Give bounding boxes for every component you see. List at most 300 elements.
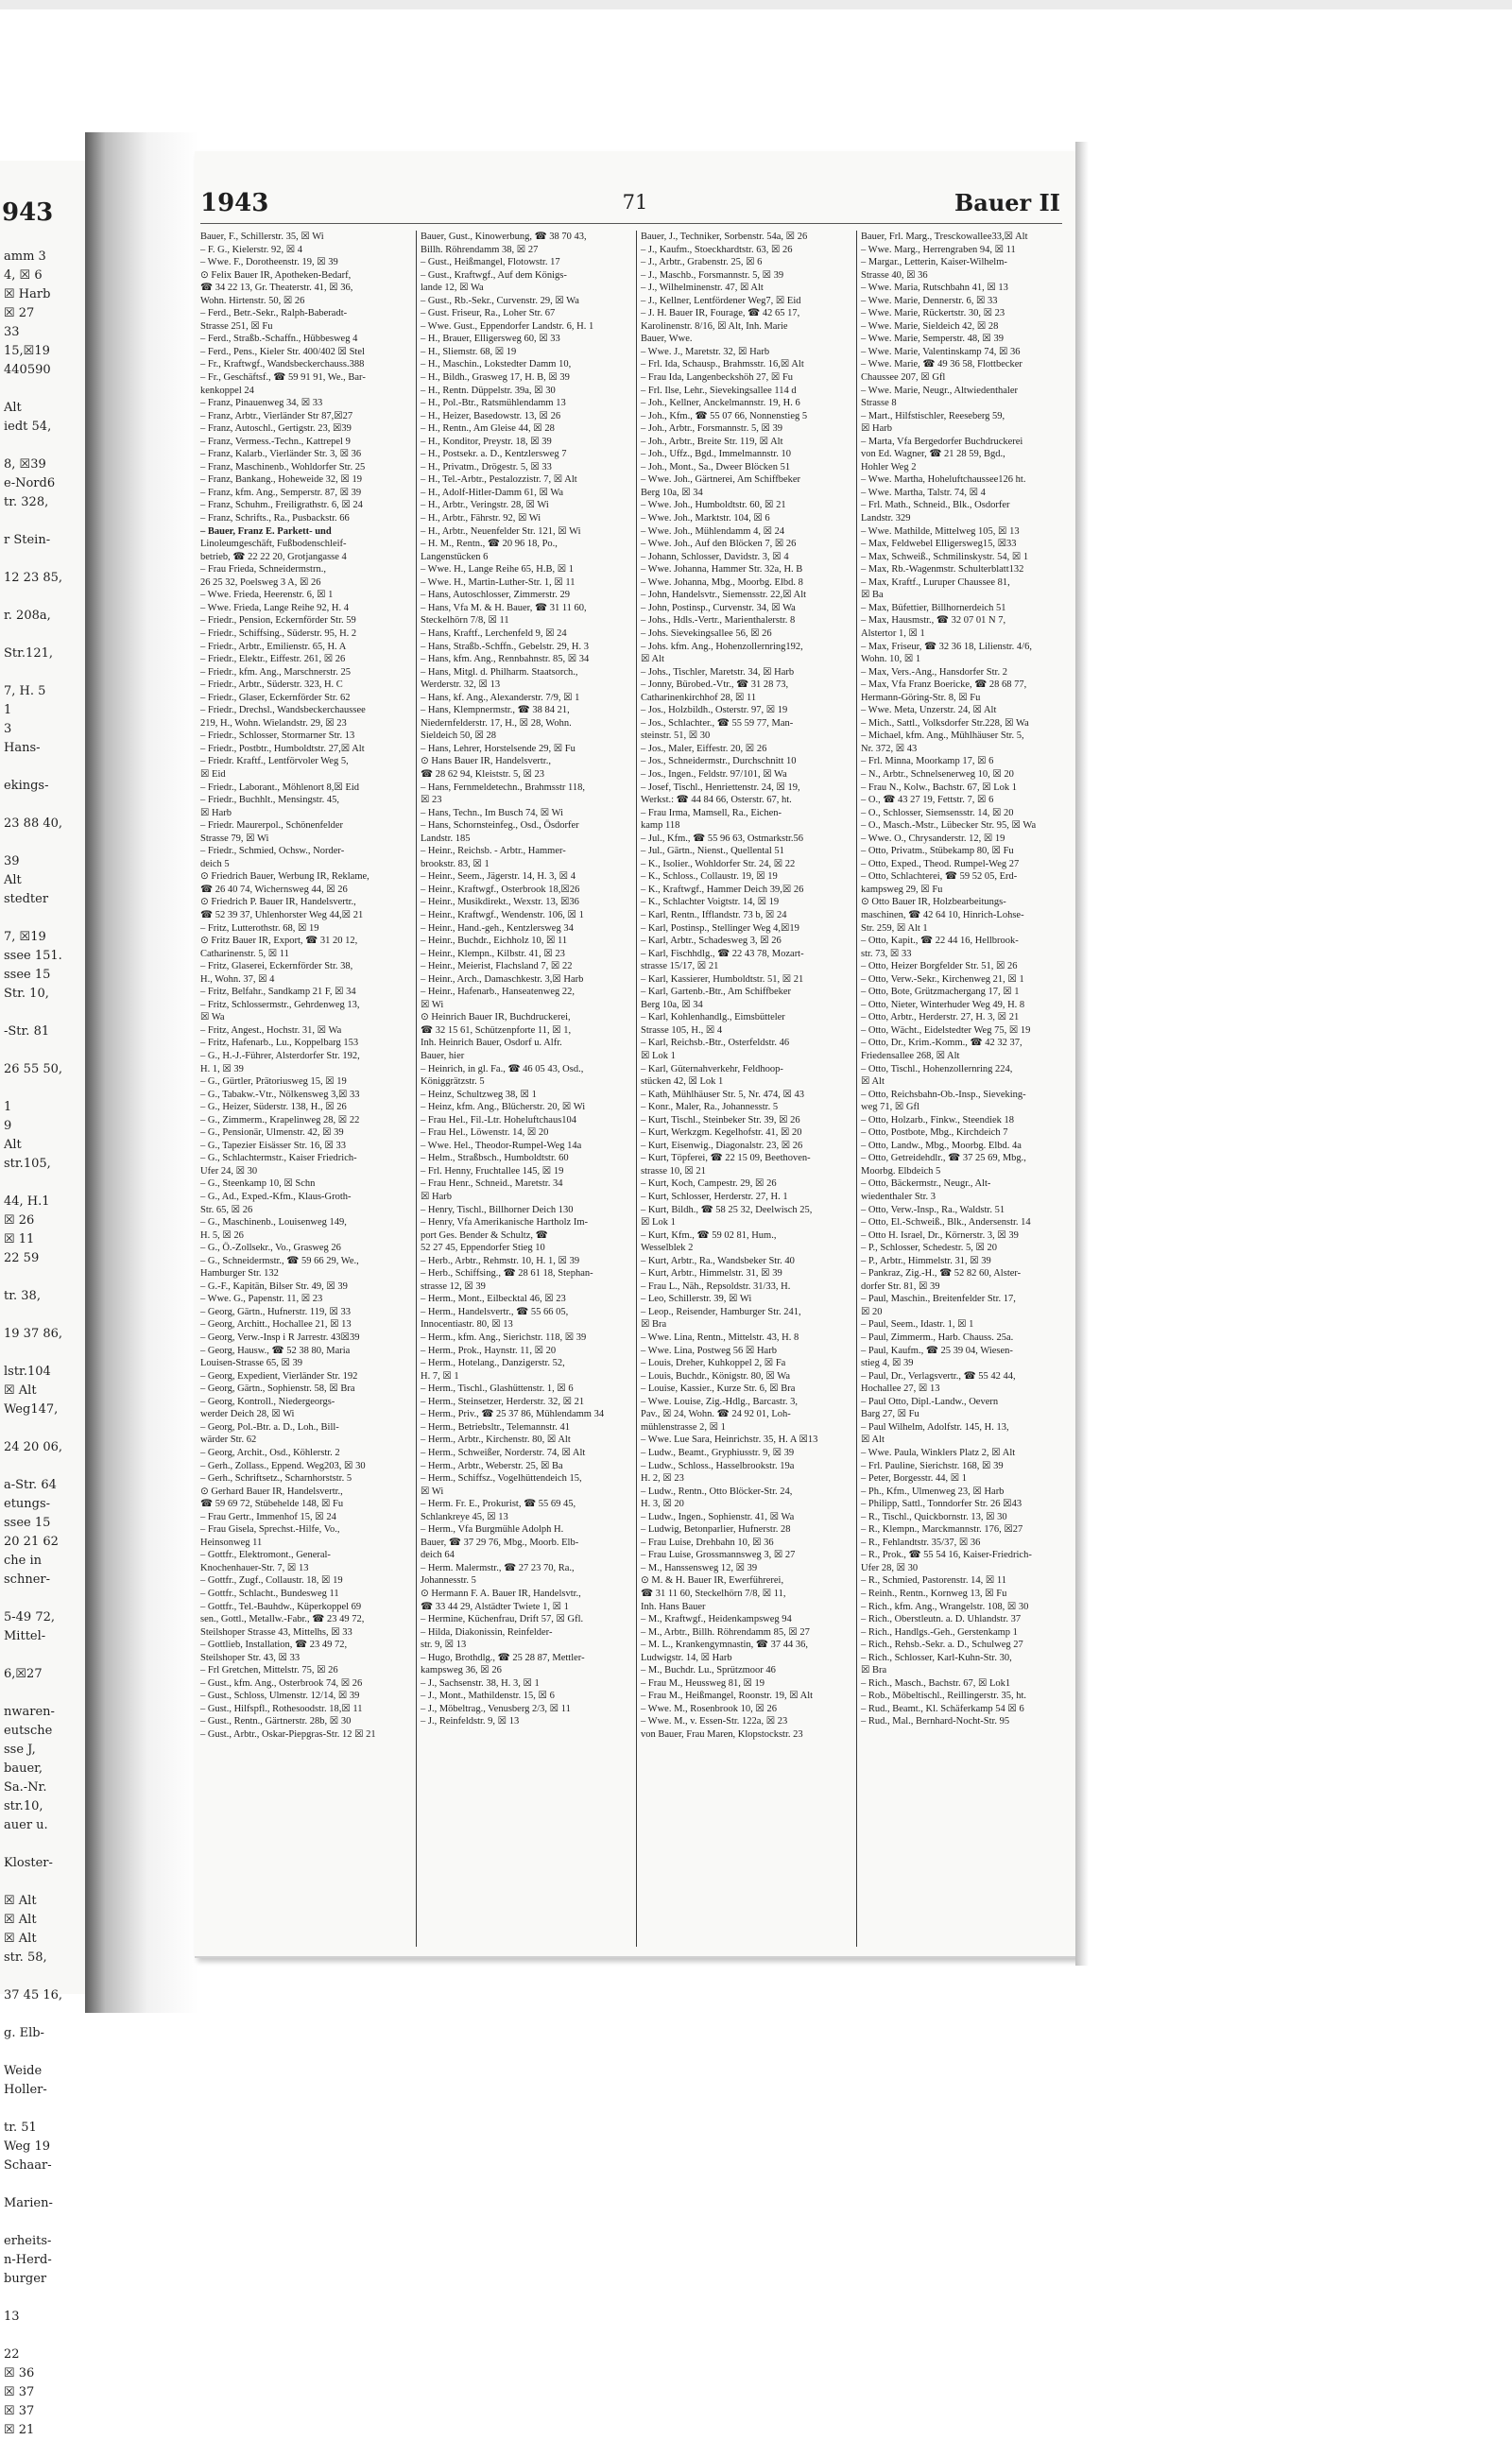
directory-entry-line: – Fritz, Belfahr., Sandkamp 21 F, ☒ 34 [200,987,356,998]
previous-page-line: ☒ 36 [4,2366,35,2380]
directory-entry-line: ☒ Alt [641,654,664,665]
directory-entry-line: – J., Maschb., Forsmannstr. 5, ☒ 39 [641,269,784,281]
directory-entry-line: – Karl, Arbtr., Schadesweg 3, ☒ 26 [641,936,782,947]
directory-entry-line: – Friedr., Arbtr., Emilienstr. 65, H. A [200,641,347,652]
directory-entry-line: – Louis, Dreher, Kuhkoppel 2, ☒ Fa [641,1358,786,1369]
directory-entry-line: H. 2, ☒ 23 [641,1473,684,1485]
directory-entry-line: – Herm., Betriebsltr., Telemannstr. 41 [421,1421,571,1433]
directory-entry-line: – Wwe. O., Chrysanderstr. 12, ☒ 19 [861,833,1005,844]
directory-entry-line: – Joh., Arbtr., Forsmannstr. 5, ☒ 39 [641,423,783,435]
directory-entry-line: – Rich., kfm. Ang., Wrangelstr. 108, ☒ 30 [861,1601,1029,1612]
directory-entry-line: – K., Isolier., Wohldorfer Str. 24, ☒ 22 [641,858,796,869]
directory-entry-line: – Wwe. Joh., Humboldtstr. 60, ☒ 21 [641,500,786,511]
directory-entry-line: ☒ Alt [861,1076,885,1088]
directory-entry-line: – Jos., Ingen., Feldstr. 97/101, ☒ Wa [641,768,787,780]
directory-entry-line: – J., Kaufm., Stoeckhardtstr. 63, ☒ 26 [641,244,793,255]
directory-entry-line: – Gust., Kraftwgf., Auf dem Königs- [421,269,567,281]
previous-page-line: r. 208a, [4,609,51,623]
directory-entry-line: – Herm. Fr. E., Prokurist, ☎ 55 69 45, [421,1499,576,1510]
previous-page-line: Str. 10, [4,987,49,1001]
running-head: Bauer II [954,189,1060,216]
directory-entry-line: – Otto, Kapit., ☎ 22 44 16, Hellbrook- [861,936,1019,947]
directory-entry-line: Hohler Weg 2 [861,461,917,473]
directory-entry-line: – Friedr. Kraftf., Lentförvoler Weg 5, [200,756,349,767]
previous-page-line [4,1684,83,1703]
directory-entry-line: – Paul Wilhelm, Adolfstr. 145, H. 13, [861,1421,1009,1433]
directory-entry-line: – Ludwig, Betonparlier, Hufnerstr. 28 [641,1524,791,1536]
directory-entry-line: – Otto, Exped., Theod. Rumpel-Weg 27 [861,858,1020,869]
previous-page-line [4,1835,83,1854]
directory-entry-line: – G., H.-J.-Führer, Alsterdorfer Str. 192, [200,1051,360,1061]
directory-entry-line: Bauer, hier [421,1051,465,1061]
directory-entry-line: ☎ 31 11 60, Steckelhörn 7/8, ☒ 11, [641,1588,786,1599]
directory-column-3 [641,231,850,1742]
previous-page-line [4,909,83,928]
previous-page-line: str.105, [4,1157,51,1171]
directory-entry-line: – Kurt, Werkzgm. Kegelhofstr. 41, ☒ 20 [641,1127,802,1139]
directory-entry-line: Friedensallee 268, ☒ Alt [861,1051,960,1061]
directory-entry-line: – Otto, Verw.-Sekr., Kirchenweg 21, ☒ 1 [861,973,1024,985]
directory-entry-line: ☒ Harb [200,807,232,818]
directory-entry-line: weg 71, ☒ Gfl [861,1102,919,1113]
directory-entry-line: Niedernfelderstr. 17, H., ☒ 28, Wohn. [421,717,572,729]
directory-entry-line: – G., Schlachtermstr., Kaiser Friedrich- [200,1153,357,1164]
directory-entry-line: – Hans, kf. Ang., Alexanderstr. 7/9, ☒ 1 [421,692,580,703]
directory-entry-line: – Friedr., Postbtr., Humboldtstr. 27,☒ Alt [200,743,365,754]
directory-entry-line: – Frau Luise, Drehbahn 10, ☒ 36 [641,1537,774,1548]
directory-entry-line: – Otto, Landw., Mbg., Moorbg. Elbd. 4a [861,1140,1022,1151]
directory-entry-line: Chaussee 207, ☒ Gfl [861,372,946,384]
previous-page-line: 39 [4,854,20,868]
directory-entry-line: – Frl Gretchen, Mittelstr. 75, ☒ 26 [200,1665,338,1676]
previous-page-line [4,2100,83,2119]
directory-entry-line: Barg 27, ☒ Fu [861,1409,919,1420]
directory-entry-line: – Heinz, kfm. Ang., Blücherstr. 20, ☒ Wi [421,1102,586,1113]
directory-entry-line: – Max, Kraftf., Luruper Chaussee 81, [861,576,1010,588]
previous-page-line: lstr.104 [4,1365,51,1379]
directory-entry-line: – G., Tapezier Eisässer Str. 16, ☒ 33 [200,1140,346,1151]
directory-entry-line: Bauer, Gust., Kinowerbung, ☎ 38 70 43, [421,232,587,242]
directory-entry-line: – Max, Friseur, ☎ 32 36 18, Lilienstr. 4/6, [861,641,1032,652]
directory-entry-line: – Friedr., Schmied, Ochsw., Norder- [200,846,345,857]
directory-entry-line: – Pankraz, Zig.-H., ☎ 52 82 60, Alster- [861,1268,1022,1280]
directory-entry-line: – Louise, Kassier., Kurze Str. 6, ☒ Bra [641,1383,796,1395]
previous-page-line [4,1457,83,1476]
directory-entry-line: – Bauer, Franz E. Parkett- und [200,525,332,537]
directory-entry-line: – Max, Vfa Franz Boericke, ☎ 28 68 77, [861,679,1027,691]
directory-entry-line: – Karl, Kohlenhandlg., Eimsbütteler [641,1012,785,1023]
directory-entry-line: port Ges. Bender & Schultz, ☎ [421,1229,548,1241]
previous-page-line: str.10, [4,1799,43,1813]
directory-entry-line: ☎ 34 22 13, Gr. Theaterstr. 41, ☒ 36, [200,283,353,294]
directory-entry-line: – G., Tabakw.-Vtr., Nölkensweg 3,☒ 33 [200,1089,360,1100]
directory-entry-line: – Joh., Mont., Sa., Dweer Blöcken 51 [641,461,791,473]
directory-entry-line: – Ludw., Ingen., Sophienstr. 41, ☒ Wa [641,1511,795,1522]
directory-entry-line: – Karl, Güternahverkehr, Feldhoop- [641,1063,783,1074]
previous-page-line: nwaren- [4,1705,55,1719]
directory-entry-line: Bauer, J., Techniker, Sorbenstr. 54a, ☒ 26 [641,232,808,242]
header-rule [200,223,1062,224]
directory-entry-line: – Gottfr., Tel.-Bauhdw., Küperkoppel 69 [200,1601,362,1612]
directory-entry-line: – Otto, Holzarb., Finkw., Steendiek 18 [861,1114,1015,1125]
previous-page-line: 4, ☒ 6 [4,268,43,283]
directory-entry-line: – Frl. Henny, Fruchtallee 145, ☒ 19 [421,1165,564,1177]
directory-entry-line: – Wwe. Frieda, Lange Reihe 92, H. 4 [200,602,349,613]
previous-page-line [4,833,83,852]
directory-entry-line: – Franz, Pinauenweg 34, ☒ 33 [200,398,323,409]
directory-entry-line: ☒ Wa [200,1012,225,1023]
directory-entry-line: – Georg, Architt., Hochallee 21, ☒ 13 [200,1319,352,1331]
directory-entry-line: – O., ☎ 43 27 19, Fettstr. 7, ☒ 6 [861,795,994,806]
previous-page-line: ☒ Alt [4,1913,37,1927]
previous-page-line: tr. 51 [4,2121,37,2135]
directory-entry-line: – Otto, Schlachterei, ☎ 59 52 05, Erd- [861,871,1018,883]
directory-entry-line: ⊙ Heinrich Bauer IR, Buchdruckerei, [421,1012,571,1023]
directory-entry-line: – R., Tischl., Quickbornstr. 13, ☒ 30 [861,1511,1007,1522]
directory-entry-line: Berg 10a, ☒ 34 [641,487,703,498]
directory-entry-line: – Herm., Arbtr., Kirchenstr. 80, ☒ Alt [421,1435,571,1446]
directory-entry-line: Ludwigstr. 14, ☒ Harb [641,1652,732,1663]
directory-entry-line: – Hans, Vfa M. & H. Bauer, ☎ 31 11 60, [421,602,587,613]
directory-entry-line: – Otto, Bote, Grützmachergang 17, ☒ 1 [861,987,1020,998]
previous-page-line: ssee 15 [4,968,51,982]
directory-entry-line: Billh. Röhrendamm 38, ☒ 27 [421,244,539,255]
directory-entry-line: – Friedr., Arbtr., Süderstr. 323, H. C [200,679,343,691]
directory-entry-line: H. 1, ☒ 39 [200,1063,244,1074]
directory-entry-line: Innocentiastr. 80, ☒ 13 [421,1319,513,1331]
directory-entry-line: – O., Masch.-Mstr., Lübecker Str. 95, ☒ Wa [861,820,1037,832]
directory-entry-line: – K., Kraftwgf., Hammer Deich 39,☒ 26 [641,884,804,895]
directory-entry-line: brookstr. 83, ☒ 1 [421,858,490,869]
previous-page-line: Kloster- [4,1856,53,1870]
directory-entry-line: – Gust., Arbtr., Oskar-Piepgras-Str. 12 ☒ 21 [200,1728,376,1740]
previous-page-line [4,2327,83,2345]
directory-entry-line: – Johs. Sievekingsallee 56, ☒ 26 [641,627,772,639]
previous-page-line: 1 [4,1100,12,1114]
directory-entry-line: – Georg, Archit., Osd., Köhlerstr. 2 [200,1447,340,1458]
directory-entry-line: – M., Arbtr., Billh. Röhrendamm 85, ☒ 27 [641,1626,810,1638]
directory-entry-line: – Hans, Autoschlosser, Zimmerstr. 29 [421,590,570,601]
directory-entry-line: – Herm., kfm. Ang., Sierichstr. 118, ☒ 39 [421,1332,587,1344]
directory-entry-line: – G., Pensionär, Ulmenstr. 42, ☒ 39 [200,1127,344,1139]
directory-entry-line: – R., Schmied, Pastorenstr. 14, ☒ 11 [861,1575,1006,1587]
directory-entry-line: – Hans, Techn., Im Busch 74, ☒ Wi [421,807,564,818]
directory-entry-line: – Joh., Kfm., ☎ 55 07 66, Nonnenstieg 5 [641,410,808,421]
previous-page-line: 22 59 [4,1251,40,1265]
directory-entry-line: – Paul, Zimmerm., Harb. Chauss. 25a. [861,1332,1014,1344]
previous-page-line: 19 37 86, [4,1327,63,1341]
directory-entry-line: – Hans, Schornsteinfeg., Osd., Ösdorfer [421,820,579,832]
directory-entry-line: – H. M., Rentn., ☎ 20 96 18, Po., [421,539,558,550]
directory-entry-line: ☒ Lok 1 [641,1051,676,1061]
directory-entry-line: – Paul, Maschin., Breitenfelder Str. 17, [861,1294,1016,1305]
directory-entry-line: Strasse 8 [861,398,897,409]
previous-page-line [4,1873,83,1892]
directory-entry-line: ☒ Alt [861,1435,885,1446]
directory-entry-line: – John, Handelsvtr., Siemensstr. 22,☒ Alt [641,590,807,601]
previous-page-line: Marien- [4,2196,53,2210]
directory-entry-line: – H., Arbtr., Veringstr. 28, ☒ Wi [421,500,549,511]
directory-entry-line: – Hans, Mitgl. d. Philharm. Staatsorch., [421,666,578,678]
directory-entry-line: – Frl. Ilse, Lehr., Sievekingsallee 114 d [641,385,797,396]
directory-entry-line: – Fr., Kraftwgf., Wandsbeckerchauss.388 [200,359,365,370]
directory-entry-line: – Herm., Hotelang., Danzigerstr. 52, [421,1358,565,1369]
directory-entry-line: – Herm., Schweißer, Norderstr. 74, ☒ Alt [421,1447,586,1458]
directory-entry-line: Linoleumgeschäft, Fußbodenschleif- [200,539,347,550]
directory-entry-line: – Friedr. Maurerpol., Schönenfelder [200,820,344,832]
directory-entry-line: – Heinr., Kraftwgf., Wendenstr. 106, ☒ 1 [421,909,584,920]
directory-entry-line: – Wwe. Johanna, Hammer Str. 32a, H. B [641,564,803,576]
directory-entry-line: – Frau N., Kolw., Bachstr. 67, ☒ Lok 1 [861,782,1018,793]
directory-entry-line: Landstr. 329 [861,513,911,524]
directory-entry-line: – Hermine, Küchenfrau, Drift 57, ☒ Gfl. [421,1614,584,1625]
previous-page-line: iedt 54, [4,420,52,434]
directory-entry-line: – Wwe. Marie, Rückertstr. 30, ☒ 23 [861,308,1005,319]
directory-entry-line: deich 64 [421,1550,455,1561]
directory-entry-line: – Herm., Priv., ☎ 25 37 86, Mühlendamm 34 [421,1409,605,1420]
previous-page-line: Hans- [4,741,41,755]
directory-entry-line: – Wwe. Joh., Mühlendamm 4, ☒ 24 [641,525,785,537]
directory-entry-line: 52 27 45, Eppendorfer Stieg 10 [421,1243,545,1254]
directory-entry-line: Bauer, ☎ 37 29 76, Mbg., Moorb. Elb- [421,1537,579,1548]
directory-entry-line: – G., Ad., Exped.-Kfm., Klaus-Groth- [200,1192,352,1203]
previous-page-line: bauer, [4,1761,43,1776]
directory-entry-line: – Herm., Steinsetzer, Herderstr. 32, ☒ 21 [421,1396,585,1407]
previous-page-lines [4,248,83,2440]
directory-entry-line: – Frau M., Heussweg 81, ☒ 19 [641,1677,765,1689]
directory-entry-line: Moorbg. Elbdeich 5 [861,1165,941,1177]
directory-entry-line: – Friedr., Laborant., Möhlenort 8,☒ Eid [200,782,360,793]
directory-entry-line: sen., Gottl., Metallw.-Fabr., ☎ 23 49 72, [200,1614,365,1625]
previous-page-line: ☒ Alt [4,1383,37,1398]
directory-entry-line: ☒ Harb [421,1192,453,1203]
directory-entry-line: – Frl. Pauline, Sierichstr. 168, ☒ 39 [861,1460,1004,1471]
directory-entry-line: – Franz, Kalarb., Vierländer Str. 3, ☒ 36 [200,449,362,460]
previous-page-line: e-Nord6 [4,476,56,490]
directory-entry-line: – H., Pol.-Btr., Ratsmühlendamm 13 [421,398,566,409]
directory-entry-line: – Otto, El.-Schweiß., Blk., Andersenstr. 14 [861,1217,1031,1229]
directory-entry-line: – Wwe. Frieda, Heerenstr. 6, ☒ 1 [200,590,334,601]
directory-entry-line: – Paul, Seem., Idastr. 1, ☒ 1 [861,1319,974,1331]
directory-entry-line: – Hans, kfm. Ang., Rennbahnstr. 85, ☒ 34 [421,654,590,665]
directory-entry-line: wärder Str. 62 [200,1435,257,1446]
directory-entry-line: – Franz, Bankang., Hoheweide 32, ☒ 19 [200,474,362,486]
directory-entry-line: – Jos., Maler, Eiffestr. 20, ☒ 26 [641,743,767,754]
directory-entry-line: – Kurt, Arbtr., Himmelstr. 31, ☒ 39 [641,1268,782,1280]
directory-entry-line: kampsweg 36, ☒ 26 [421,1665,502,1676]
directory-entry-line: – Wwe. Gust., Eppendorfer Landstr. 6, H. 1 [421,320,594,332]
directory-entry-line: str. 9, ☒ 13 [421,1640,467,1651]
directory-entry-line: – Friedr., Pension, Eckernförder Str. 59 [200,615,356,627]
directory-entry-line: – Otto, Arbtr., Herderstr. 27, H. 3, ☒ 21 [861,1012,1020,1023]
directory-entry-line: mühlenstrasse 2, ☒ 1 [641,1421,726,1433]
directory-entry-line: – Friedr., kfm. Ang., Marschnerstr. 25 [200,666,351,678]
directory-entry-line: Alstertor 1, ☒ 1 [861,627,925,639]
directory-entry-line: – H., Maschin., Lokstedter Damm 10, [421,359,572,370]
directory-entry-line: ⊙ Felix Bauer IR, Apotheken-Bedarf, [200,269,352,281]
directory-entry-line: – Gottlieb, Installation, ☎ 23 49 72, [200,1640,348,1651]
directory-entry-line: ☒ Bra [641,1319,667,1331]
directory-entry-line: – Fritz, Hafenarb., Lu., Koppelbarg 153 [200,1038,359,1049]
previous-page-line: ssee 15 [4,1516,51,1530]
directory-entry-line: – Frau Gisela, Sprechst.-Hilfe, Vo., [200,1524,340,1536]
directory-entry-line: – Herm. Malermstr., ☎ 27 23 70, Ra., [421,1562,575,1573]
directory-entry-line: – Henry, Tischl., Billhorner Deich 130 [421,1204,574,1215]
directory-entry-line: – H., Konditor, Preystr. 18, ☒ 39 [421,436,552,447]
directory-entry-line: – Heinr., Klempn., Kilbstr. 41, ☒ 23 [421,948,565,959]
directory-entry-line: – Marta, Vfa Bergedorfer Buchdruckerei [861,436,1023,447]
directory-entry-line: Strasse 79, ☒ Wi [200,833,269,844]
directory-entry-line: – J., Arbtr., Grabenstr. 25, ☒ 6 [641,257,763,268]
previous-page-line: 22 [4,2347,20,2362]
directory-entry-line: – Frau M., Heißmangel, Roonstr. 19, ☒ Alt [641,1691,814,1702]
directory-entry-line: ☒ Eid [200,768,226,780]
directory-entry-line: – Rich., Handlgs.-Geh., Gerstenkamp 1 [861,1626,1018,1638]
directory-entry-line: – Frau Frieda, Schneidermstrn., [200,564,326,576]
previous-page-line: 9 [4,1119,12,1133]
directory-entry-line: – Paul Otto, Dipl.-Landw., Oevern [861,1396,999,1407]
directory-entry-line: – Frl. Minna, Moorkamp 17, ☒ 6 [861,756,994,767]
previous-page-line [4,1967,83,1986]
directory-entry-line: – Jos., Holzbildh., Osterstr. 97, ☒ 19 [641,705,788,716]
directory-entry-line: – Wwe. Paula, Winklers Platz 2, ☒ Alt [861,1447,1016,1458]
previous-page-line: ☒ 27 [4,306,35,320]
directory-entry-line: – Wwe. Lina, Postweg 56 ☒ Harb [641,1345,777,1356]
directory-entry-line: – Ludw., Schloss., Hasselbrookstr. 19a [641,1460,795,1471]
directory-entry-line: – Franz, kfm. Ang., Semperstr. 87, ☒ 39 [200,487,362,498]
directory-entry-line: – Fritz, Glaserei, Eckernförder Str. 38, [200,961,353,972]
previous-page-line: ssee 151. [4,949,62,963]
directory-entry-line: Nr. 372, ☒ 43 [861,743,918,754]
directory-entry-line: – Otto, Bäckermstr., Neugr., Alt- [861,1178,991,1190]
directory-entry-line: – Louis, Buchdr., Königstr. 80, ☒ Wa [641,1370,790,1382]
directory-entry-line: – Wwe. Marie, Neugr., Altwiedenthaler [861,385,1019,396]
directory-entry-line: stücken 42, ☒ Lok 1 [641,1076,724,1088]
directory-entry-line: – Rich., Schlosser, Karl-Kuhn-Str. 30, [861,1652,1012,1663]
previous-page-line [4,1041,83,1060]
previous-page-line [4,1174,83,1193]
directory-entry-line: – Kath, Mühlhäuser Str. 5, Nr. 474, ☒ 43 [641,1089,805,1100]
directory-entry-line: – Herm., Prok., Haynstr. 11, ☒ 20 [421,1345,557,1356]
directory-entry-line: H. 3, ☒ 20 [641,1499,684,1510]
directory-column-2 [421,231,629,1728]
directory-entry-line: – Franz, Autoschl., Gertigstr. 23, ☒39 [200,423,352,435]
previous-page-line: 33 [4,325,20,339]
directory-entry-line: – Heinz, Schultzweg 38, ☒ 1 [421,1089,537,1100]
directory-entry-line: Hamburger Str. 132 [200,1268,279,1280]
directory-entry-line: H. 7, ☒ 1 [421,1370,459,1382]
directory-entry-line: – G., Heizer, Süderstr. 138, H., ☒ 26 [200,1102,347,1113]
previous-page-header: 943 [2,198,54,227]
directory-entry-line: Wohn. Hirtenstr. 50, ☒ 26 [200,295,305,306]
directory-entry-line: wiedenthaler Str. 3 [861,1192,936,1203]
directory-entry-line: – Karl, Kassierer, Humboldtstr. 51, ☒ 21 [641,973,804,985]
previous-page-line: -Str. 81 [4,1024,50,1039]
directory-entry-line: – Georg, Verw.-Insp i R Jarrestr. 43☒39 [200,1332,360,1344]
previous-page-line: a-Str. 64 [4,1478,57,1492]
directory-entry-line: – Herb., Arbtr., Rehmstr. 10, H. 1, ☒ 39 [421,1255,580,1266]
previous-page-line: 12 23 85, [4,571,63,585]
book-gutter [85,132,198,2013]
previous-page-line [4,1268,83,1287]
previous-page-line: 1 [4,703,12,717]
previous-page-line [4,796,83,815]
directory-entry-line: – Ludw., Rentn., Otto Blöcker-Str. 24, [641,1486,793,1497]
directory-entry-line: Königgrätzstr. 5 [421,1076,485,1088]
directory-entry-line: – Otto, Privatm., Stübekamp 80, ☒ Fu [861,846,1014,857]
previous-page-line [4,2289,83,2308]
directory-entry-line: Pav., ☒ 24, Wohn. ☎ 24 92 01, Loh- [641,1409,791,1420]
directory-entry-line: – Gottfr., Elektromont., General- [200,1550,331,1561]
directory-entry-line: – Wwe. Joh., Marktstr. 104, ☒ 6 [641,513,770,524]
previous-page-line [4,663,83,682]
directory-entry-line: – Fr., Geschäftsf., ☎ 59 91 91, We., Bar- [200,372,366,384]
directory-entry-line: dorfer Str. 81, ☒ 39 [861,1280,940,1292]
directory-entry-line: Werkst.: ☎ 44 84 66, Osterstr. 67, ht. [641,795,792,806]
directory-entry-line: kamp 118 [641,820,680,832]
directory-entry-line: – Rich., Rehsb.-Sekr. a. D., Schulweg 27 [861,1640,1023,1651]
directory-entry-line: ☎ 52 39 37, Uhlenhorster Weg 44,☒ 21 [200,909,364,920]
directory-entry-line: – Max, Schweiß., Schmilinskystr. 54, ☒ 1 [861,551,1029,562]
directory-entry-line: kampsweg 29, ☒ Fu [861,884,943,895]
directory-entry-line: ☒ Lok 1 [641,1217,676,1229]
directory-page [195,151,1077,1958]
previous-page-line [4,1589,83,1608]
directory-entry-line: stieg 4, ☒ 39 [861,1358,914,1369]
directory-entry-line: – Wwe. Meta, Unzerstr. 24, ☒ Alt [861,705,997,716]
directory-entry-line: – Herm., Vfa Burgmühle Adolph H. [421,1524,564,1536]
directory-entry-line: Langenstücken 6 [421,551,489,562]
directory-entry-line: von Bauer, Frau Maren, Klopstockstr. 23 [641,1728,803,1740]
directory-entry-line: – Gottfr., Schlacht., Bundesweg 11 [200,1588,339,1599]
directory-entry-line: – Ludw., Beamt., Gryphiusstr. 9, ☒ 39 [641,1447,795,1458]
directory-entry-line: maschinen, ☎ 42 64 10, Hinrich-Lohse- [861,909,1024,920]
previous-page-line [4,1004,83,1022]
directory-entry-line: – Josef, Tischl., Henriettenstr. 24, ☒ 19, [641,782,800,793]
directory-entry-line: Hermann-Göring-Str. 8, ☒ Fu [861,692,981,703]
directory-entry-line: – Hans, Klempnermstr., ☎ 38 84 21, [421,705,570,716]
previous-page-line: Weide [4,2064,43,2078]
directory-entry-line: – Ferd., Straßb.-Schaffn., Hübbesweg 4 [200,334,358,345]
directory-entry-line: – G., Gürtler, Prätoriusweg 15, ☒ 19 [200,1076,347,1088]
directory-entry-line: – Wwe. Joh., Gärtnerei, Am Schiffbeker [641,474,801,486]
previous-page-line [4,512,83,531]
previous-page-line [4,2043,83,2062]
directory-entry-line: strasse 12, ☒ 39 [421,1280,486,1292]
previous-page-line: ☒ 21 [4,2423,35,2437]
directory-entry-line: – Wwe. Maria, Rutschbahn 41, ☒ 13 [861,283,1008,294]
directory-entry-line: – Wwe. Martha, Hoheluftchaussee126 ht. [861,474,1026,486]
directory-entry-line: – Mich., Sattl., Volksdorfer Str.228, ☒ Wa [861,717,1029,729]
previous-page-line: ☒ 37 [4,2404,35,2418]
directory-entry-line: – Franz, Schrifts., Ra., Pusbackstr. 66 [200,513,350,524]
directory-entry-line: Johannesstr. 5 [421,1575,476,1587]
previous-page-line: 440590 [4,363,51,377]
previous-page-line: 3 [4,722,12,736]
directory-entry-line: strasse 10, ☒ 21 [641,1165,706,1177]
directory-entry-line: Catharinenstr. 5, ☒ 11 [200,948,289,959]
previous-page-line: Alt [4,1138,22,1152]
directory-entry-line: – Johs., Tischler, Maretstr. 34, ☒ Harb [641,666,795,678]
directory-entry-line: Heinsonweg 11 [200,1537,263,1548]
directory-entry-line: betrieb, ☎ 22 22 20, Grotjangasse 4 [200,551,347,562]
previous-page-line: 23 88 40, [4,816,63,831]
directory-entry-line: – K., Schloss., Collaustr. 19, ☒ 19 [641,871,778,883]
previous-page-line: 15,☒19 [4,344,50,358]
previous-page-line [4,380,83,399]
previous-page-line: Weg147, [4,1402,59,1417]
directory-entry-line: – Helm., Straßbsch., Humboldtstr. 60 [421,1153,569,1164]
